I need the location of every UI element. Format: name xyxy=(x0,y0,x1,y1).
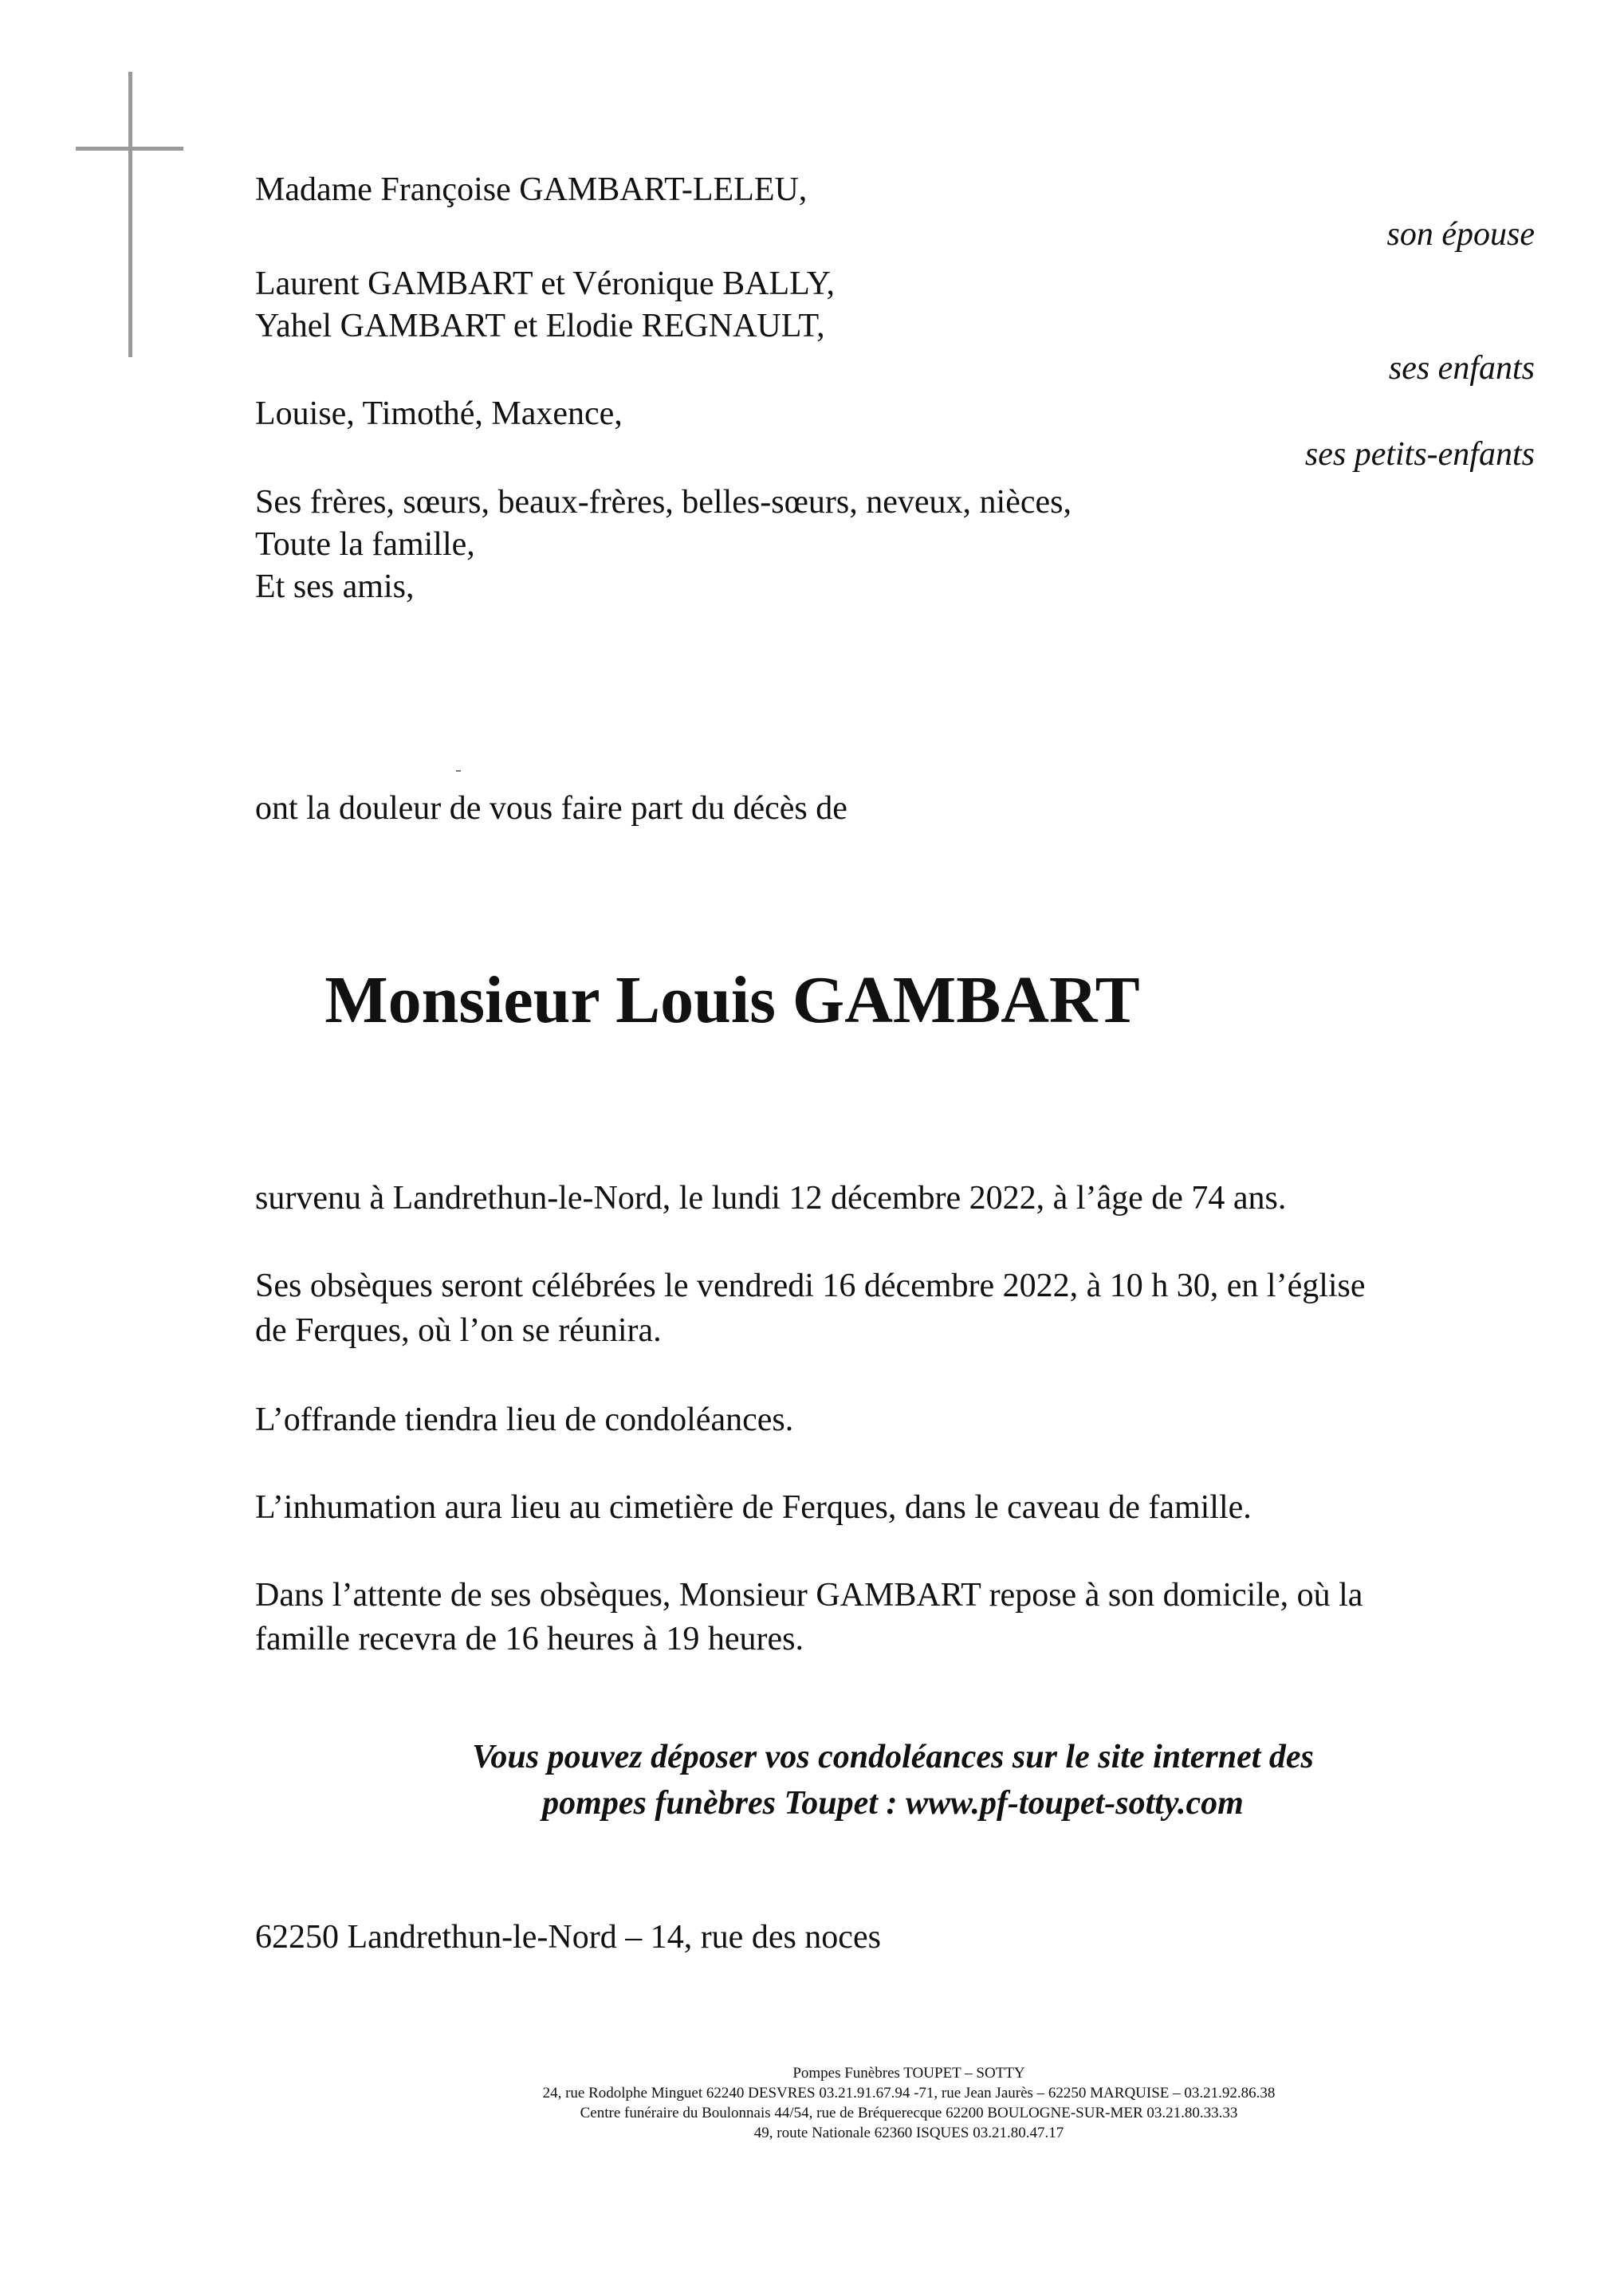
grandchildren-names: Louise, Timothé, Maxence, xyxy=(255,395,623,432)
cross-vertical-bar xyxy=(128,72,132,357)
children-role: ses enfants xyxy=(1388,350,1535,387)
cross-horizontal-bar xyxy=(76,147,183,151)
rest-line-2: famille recevra de 16 heures à 19 heures. xyxy=(255,1621,804,1657)
grandchildren-role: ses petits-enfants xyxy=(1304,436,1535,473)
announcement-text: ont la douleur de vous faire part du décès de xyxy=(255,790,847,827)
scan-speck xyxy=(456,770,461,772)
footer-company: Pompes Funèbres TOUPET – SOTTY xyxy=(792,2065,1025,2082)
death-details: survenu à Landrethun-le-Nord, le lundi 12 décembre 2022, à l’âge de 74 ans. xyxy=(255,1180,1287,1217)
child-line-2: Yahel GAMBART et Elodie REGNAULT, xyxy=(255,308,825,344)
home-address: 62250 Landrethun-le-Nord – 14, rue des noces xyxy=(255,1919,881,1956)
condolences-line-1: Vous pouvez déposer vos condoléances sur le site internet des xyxy=(472,1739,1314,1775)
rest-line-1: Dans l’attente de ses obsèques, Monsieur GAMBART repose à son domicile, où la xyxy=(255,1577,1363,1614)
friends-line: Et ses amis, xyxy=(255,568,415,605)
child-line-1: Laurent GAMBART et Véronique BALLY, xyxy=(255,265,836,302)
funeral-home-footer xyxy=(351,2063,1467,2143)
condolences-line-2: pompes funèbres Toupet : www.pf-toupet-sotty.com xyxy=(542,1785,1244,1822)
family-line: Toute la famille, xyxy=(255,526,475,563)
relatives-line: Ses frères, sœurs, beaux-frères, belles-sœurs, neveux, nièces, xyxy=(255,484,1072,521)
funeral-line-1: Ses obsèques seront célébrées le vendredi 16 décembre 2022, à 10 h 30, en l’église xyxy=(255,1268,1366,1304)
funeral-line-2: de Ferques, où l’on se réunira. xyxy=(255,1312,662,1349)
footer-line-3: 49, route Nationale 62360 ISQUES 03.21.80.47.17 xyxy=(753,2125,1064,2141)
burial-text: L’inhumation aura lieu au cimetière de Ferques, dans le caveau de famille. xyxy=(255,1489,1252,1526)
footer-line-1: 24, rue Rodolphe Minguet 62240 DESVRES 03.21.91.67.94 -71, rue Jean Jaurès – 62250 MARQUISE – 03.21.92.86.38 xyxy=(542,2085,1276,2101)
widow-role: son épouse xyxy=(1386,216,1535,253)
widow-name: Madame Françoise GAMBART-LELEU, xyxy=(255,171,808,208)
offering-text: L’offrande tiendra lieu de condoléances. xyxy=(255,1402,794,1438)
deceased-name: Monsieur Louis GAMBART xyxy=(324,963,1140,1037)
condolences-notice xyxy=(271,1734,1515,1826)
footer-line-2: Centre funéraire du Boulonnais 44/54, rue de Bréquerecque 62200 BOULOGNE-SUR-MER 03.21.80.33.33 xyxy=(580,2105,1238,2121)
